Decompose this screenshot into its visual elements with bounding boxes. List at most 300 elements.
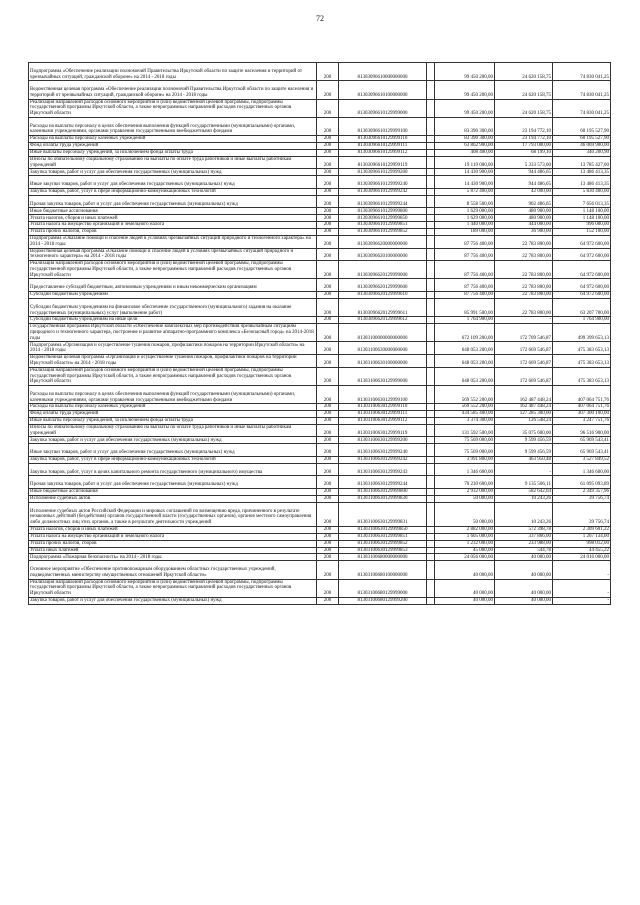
row-spent: 172 709 546,87 [495, 324, 553, 342]
table-row [29, 248, 611, 261]
row-budget-code: 81303096620129999600 [339, 279, 427, 292]
row-rest: 998 012,00 [553, 540, 611, 547]
row-spent: 40 000,00 [495, 579, 553, 597]
row-rest: 1 346 600,00 [553, 463, 611, 476]
table-row [29, 404, 611, 411]
row-budget-code: 81303100630129999200 [339, 437, 427, 444]
row-name: Реализация направлений расходов основного мероприятия и (или) ведомственной целевой программы, подпрограммы государственной программы Иркутской области, а также непрограммных направлений расходов государственных органов Иркутской области [29, 99, 317, 117]
row-rest: - [553, 561, 611, 579]
row-name: Исполнение судебных актов [29, 495, 317, 502]
table-row [29, 279, 611, 292]
row-rest: 64 972 600,00 [553, 235, 611, 248]
row-rest: 475 383 653,13 [553, 342, 611, 355]
row-amount: 99 450 200,00 [435, 99, 495, 117]
table-row [29, 342, 611, 355]
row-amount: 14 430 900,00 [435, 169, 495, 176]
row-name: Исполнение судебных актов Российской Федерации и мировых соглашений по возмещению вреда, причиненного в результате незаконных действий (бездействия) органов государственной власти (государственных органов), органов местного самоуправления либо должностных лиц этих органов, а также в результате деятельности учреждений [29, 502, 317, 526]
row-pub-code: 200 [317, 561, 339, 579]
row-budget-code: 81303100630129999110 [339, 404, 427, 411]
row-pub-code: 200 [317, 456, 339, 463]
row-spent: 127 285 300,00 [495, 411, 553, 418]
row-name: Уплата налогов, сборов и иных платежей [29, 215, 317, 222]
table-row [29, 143, 611, 150]
table-row [29, 547, 611, 554]
row-extra [427, 437, 435, 444]
row-pub-code: 200 [317, 63, 339, 81]
row-spent: 22 783 800,00 [495, 261, 553, 279]
row-budget-code: 81303100680100000000 [339, 561, 427, 579]
row-name: Уплата налогов, сборов и иных платежей [29, 526, 317, 533]
row-extra [427, 489, 435, 496]
row-extra [427, 99, 435, 117]
row-amount: 1 605 000,00 [435, 533, 495, 540]
row-rest: 63 207 700,00 [553, 298, 611, 316]
row-budget-code: 81303096610129999244 [339, 195, 427, 208]
table-row [29, 229, 611, 236]
row-amount: 2 932 000,00 [435, 489, 495, 496]
row-name: Уплата налога на имущество организаций и земельного налога [29, 533, 317, 540]
row-amount: 87 756 400,00 [435, 292, 495, 299]
table-row [29, 579, 611, 597]
row-spent: - [495, 317, 553, 324]
row-name: Прочая закупка товаров, работ и услуг для обеспечения государственных (муниципальных) нужд [29, 195, 317, 208]
row-rest: 1 148 100,00 [553, 215, 611, 222]
row-rest: 340 200,90 [553, 149, 611, 156]
row-rest: 44 455,22 [553, 547, 611, 554]
row-pub-code: 200 [317, 149, 339, 156]
row-rest: 60 195 527,90 [553, 136, 611, 143]
row-spent: 480 900,00 [495, 208, 553, 215]
row-amount: 19 119 000,00 [435, 156, 495, 169]
row-budget-code: 81303100630000000000 [339, 342, 427, 355]
row-budget-code: 81303100630129999243 [339, 463, 427, 476]
row-rest: 13 486 413,35 [553, 176, 611, 189]
row-extra [427, 463, 435, 476]
row-pub-code: 200 [317, 81, 339, 99]
table-row [29, 355, 611, 368]
row-rest: 5 830 400,00 [553, 188, 611, 195]
table-row [29, 136, 611, 143]
row-pub-code: 200 [317, 298, 339, 316]
row-budget-code: 81303100680000000000 [339, 554, 427, 561]
row-extra [427, 533, 435, 540]
row-amount: 87 756 400,00 [435, 279, 495, 292]
row-name: Фонд оплаты труда учреждений [29, 143, 317, 150]
row-extra [427, 495, 435, 502]
row-rest: 64 972 600,00 [553, 292, 611, 299]
row-amount: 131 592 500,00 [435, 424, 495, 437]
row-pub-code: 200 [317, 437, 339, 444]
table-row [29, 463, 611, 476]
row-rest: - [553, 579, 611, 597]
row-spent: 172 669 546,87 [495, 367, 553, 385]
table-row [29, 418, 611, 425]
row-extra [427, 355, 435, 368]
row-rest: 13 785 427,00 [553, 156, 611, 169]
row-name: Иные бюджетные ассигнования [29, 208, 317, 215]
row-pub-code: 200 [317, 404, 339, 411]
row-budget-code: 81303096610129999200 [339, 169, 427, 176]
row-name: Прочая закупка товаров, работ и услуг для обеспечения государственных (муниципальных) нужд [29, 476, 317, 489]
table-row [29, 117, 611, 135]
row-budget-code: 81303100630129999244 [339, 476, 427, 489]
row-name: Иные выплаты персоналу учреждений, за исключением фонда оплаты труда [29, 149, 317, 156]
row-pub-code: 200 [317, 579, 339, 597]
row-name: Расходы на выплаты персоналу в целях обеспечения выполнения функций государственными (муниципальными) органами, казенными учреждениями, органами управления государственными внебюджетными фондами [29, 385, 317, 403]
row-budget-code: 81303096610129999240 [339, 176, 427, 189]
row-budget-code: 81303100630129999100 [339, 385, 427, 403]
row-name: Расходы на выплаты персоналу казенных учреждений [29, 136, 317, 143]
row-name: Государственная программа Иркутской области «Обеспечение комплексных мер противодействия чрезвычайным ситуациям природного и техногенного характера, построение и развитие аппаратно-программного комплекса «Безопасный город» на 2014-2018 годы [29, 324, 317, 342]
row-name: Уплата прочих налогов, сборов [29, 540, 317, 547]
row-amount: 40 000,00 [435, 561, 495, 579]
table-row [29, 533, 611, 540]
row-pub-code: 200 [317, 489, 339, 496]
row-name: Закупка товаров, работ, услуг в сфере информационно-коммуникационных технологий [29, 456, 317, 463]
row-pub-code: 200 [317, 554, 339, 561]
row-rest: 64 972 600,00 [553, 279, 611, 292]
row-rest: 2 309 601,22 [553, 526, 611, 533]
row-extra [427, 208, 435, 215]
row-extra [427, 248, 435, 261]
table-row [29, 367, 611, 385]
row-extra [427, 156, 435, 169]
row-amount: 569 552 200,00 [435, 385, 495, 403]
row-spent: 480 900,00 [495, 215, 553, 222]
row-name: Закупка товаров, работ, услуг в целях капитального ремонта государственного (муниципального) имущества [29, 463, 317, 476]
row-rest: 13 486 413,35 [553, 169, 611, 176]
row-budget-code: 81303100680129999200 [339, 597, 427, 604]
row-rest: 39 756,74 [553, 495, 611, 502]
row-pub-code: 200 [317, 176, 339, 189]
row-pub-code: 200 [317, 117, 339, 135]
row-amount: 2 882 000,00 [435, 526, 495, 533]
row-extra [427, 215, 435, 222]
row-rest: 60 195 527,90 [553, 117, 611, 135]
row-extra [427, 235, 435, 248]
row-budget-code: 81303100630129999112 [339, 418, 427, 425]
row-amount: 50 000,00 [435, 502, 495, 526]
row-amount: 1 346 600,00 [435, 463, 495, 476]
row-rest: 1 764 900,00 [553, 317, 611, 324]
row-pub-code: 200 [317, 355, 339, 368]
row-budget-code: 81303096610129999851 [339, 222, 427, 229]
row-name: Расходы на выплаты персоналу казенных учреждений [29, 404, 317, 411]
row-rest: 499 399 653,13 [553, 324, 611, 342]
row-name: Закупка товаров, работ, услуг в сфере информационно-коммуникационных технологий [29, 188, 317, 195]
row-rest: 74 830 041,25 [553, 63, 611, 81]
row-rest: 74 830 041,25 [553, 99, 611, 117]
row-budget-code: 81303100630129999111 [339, 411, 427, 418]
table-row [29, 476, 611, 489]
row-amount: 1 232 000,00 [435, 540, 495, 547]
table-row [29, 188, 611, 195]
row-budget-code: 81303096610129999111 [339, 143, 427, 150]
row-amount: 648 053 200,00 [435, 367, 495, 385]
row-rest: 996 000,00 [553, 222, 611, 229]
row-rest: 3 527 849,52 [553, 456, 611, 463]
row-spent: 40 000,00 [495, 561, 553, 579]
row-budget-code: 81303096620100000000 [339, 248, 427, 261]
row-pub-code: 200 [317, 597, 339, 604]
row-budget-code: 81303100630129999119 [339, 424, 427, 437]
row-extra [427, 279, 435, 292]
table-row [29, 149, 611, 156]
row-amount: 14 430 900,00 [435, 176, 495, 189]
table-row [29, 81, 611, 99]
row-pub-code: 200 [317, 411, 339, 418]
row-name: Реализация направлений расходов основного мероприятия и (или) ведомственной целевой программы, подпрограммы государственной программы Иркутской области, а также непрограммных направлений расходов государственных органов Иркутской области [29, 261, 317, 279]
row-extra [427, 117, 435, 135]
row-budget-code: 81303096610100000000 [339, 81, 427, 99]
row-name: Подпрограмма «Обеспечение реализации полномочий Правительства Иркутской области по защите населения и территорий от чрезвычайных ситуаций, гражданской обороне» на 2014 - 2018 годы [29, 63, 317, 81]
row-pub-code: 200 [317, 222, 339, 229]
row-name: Субсидии бюджетным учреждениям на финансовое обеспечение государственного (муниципального) задания на оказание государственных (муниципальных) услуг (выполнение работ) [29, 298, 317, 316]
row-amount: 3 374 300,00 [435, 418, 495, 425]
row-extra [427, 367, 435, 385]
row-rest: 96 516 900,00 [553, 424, 611, 437]
row-amount: 83 390 300,00 [435, 117, 495, 135]
row-budget-code: 81303096610000000000 [339, 63, 427, 81]
row-spent: 162 487 448,24 [495, 385, 553, 403]
row-pub-code: 200 [317, 540, 339, 547]
row-rest: 7 656 013,35 [553, 195, 611, 208]
row-spent: 9 599 456,59 [495, 444, 553, 457]
row-extra [427, 476, 435, 489]
row-extra [427, 317, 435, 324]
row-spent: 233 988,00 [495, 540, 553, 547]
table-row [29, 99, 611, 117]
row-pub-code: 200 [317, 367, 339, 385]
row-amount: 189 000,00 [435, 229, 495, 236]
row-pub-code: 200 [317, 324, 339, 342]
row-extra [427, 554, 435, 561]
row-amount: 5 872 400,00 [435, 188, 495, 195]
row-extra [427, 418, 435, 425]
row-rest: 1 267 134,00 [553, 533, 611, 540]
row-name: Иные закупки товаров, работ и услуг для обеспечения государственных (муниципальных) нужд [29, 444, 317, 457]
row-budget-code: 81303096610129999850 [339, 215, 427, 222]
row-rest: 475 383 653,13 [553, 367, 611, 385]
row-rest: 475 383 653,13 [553, 355, 611, 368]
row-amount: 408 400,00 [435, 149, 495, 156]
table-row [29, 489, 611, 496]
row-spent: 944 486,65 [495, 176, 553, 189]
row-amount: 8 558 500,00 [435, 195, 495, 208]
row-rest: 39 756,74 [553, 502, 611, 526]
row-name: Уплата прочих налогов, сборов [29, 229, 317, 236]
row-rest: 74 830 041,25 [553, 81, 611, 99]
row-extra [427, 444, 435, 457]
row-budget-code: 81303096610129999100 [339, 117, 427, 135]
row-extra [427, 502, 435, 526]
row-rest: 1 148 100,00 [553, 208, 611, 215]
row-amount: 87 756 400,00 [435, 248, 495, 261]
row-amount: 648 053 200,00 [435, 355, 495, 368]
table-row [29, 292, 611, 299]
row-spent: 42 000,00 [495, 188, 553, 195]
row-spent: 337 866,00 [495, 533, 553, 540]
table-row [29, 235, 611, 248]
row-amount: 83 390 300,00 [435, 136, 495, 143]
row-name: Расходы на выплаты персоналу в целях обеспечения выполнения функций государственными (муниципальными) органами, казенными учреждениями, органами управления государственными внебюджетными фондами [29, 117, 317, 135]
row-amount: 1 440 000,00 [435, 222, 495, 229]
row-rest: 65 969 543,41 [553, 444, 611, 457]
row-spent: - [495, 463, 553, 476]
row-extra [427, 229, 435, 236]
table-row [29, 298, 611, 316]
row-amount: 24 056 000,00 [435, 554, 495, 561]
row-budget-code: 81303100000000000000 [339, 324, 427, 342]
row-spent: 22 783 800,00 [495, 279, 553, 292]
row-spent: 463 950,48 [495, 456, 553, 463]
row-pub-code: 200 [317, 292, 339, 299]
row-rest: 2 349 357,96 [553, 489, 611, 496]
row-spent: 24 620 158,75 [495, 99, 553, 117]
row-pub-code: 200 [317, 385, 339, 403]
row-spent: 544,78 [495, 547, 553, 554]
row-name: Фонд оплаты труда учреждений [29, 411, 317, 418]
row-rest: 307 300 100,00 [553, 411, 611, 418]
row-extra [427, 136, 435, 143]
row-extra [427, 188, 435, 195]
table-row [29, 561, 611, 579]
table-row [29, 540, 611, 547]
row-extra [427, 385, 435, 403]
row-pub-code: 200 [317, 169, 339, 176]
row-name: Уплата иных платежей [29, 547, 317, 554]
row-spent: 162 487 448,24 [495, 404, 553, 411]
row-extra [427, 579, 435, 597]
row-extra [427, 222, 435, 229]
table-row [29, 411, 611, 418]
row-extra [427, 63, 435, 81]
row-amount: 648 053 200,00 [435, 342, 495, 355]
row-pub-code: 200 [317, 502, 339, 526]
row-pub-code: 200 [317, 547, 339, 554]
row-amount: 672 109 200,00 [435, 324, 495, 342]
row-budget-code: 81303100630129999830 [339, 495, 427, 502]
row-extra [427, 292, 435, 299]
row-pub-code: 200 [317, 229, 339, 236]
row-extra [427, 456, 435, 463]
row-amount: 85 991 500,00 [435, 298, 495, 316]
row-budget-code: 81303096610129999119 [339, 156, 427, 169]
row-name: Уплата налога на имущество организаций и земельного налога [29, 222, 317, 229]
row-extra [427, 261, 435, 279]
row-rest: - [553, 597, 611, 604]
row-spent: 68 199,10 [495, 149, 553, 156]
row-budget-code: 81303100630129999240 [339, 444, 427, 457]
page-number: 72 [316, 14, 324, 23]
row-amount: 87 756 400,00 [435, 235, 495, 248]
row-pub-code: 200 [317, 533, 339, 540]
row-amount: 87 756 400,00 [435, 261, 495, 279]
row-pub-code: 200 [317, 342, 339, 355]
table-row [29, 195, 611, 208]
row-pub-code: 200 [317, 248, 339, 261]
row-amount: 45 000,00 [435, 547, 495, 554]
row-spent: 944 486,65 [495, 169, 553, 176]
row-name: Предоставление субсидий бюджетным, автономным учреждениям и иным некоммерческим организациям [29, 279, 317, 292]
row-budget-code: 81303096610129999800 [339, 208, 427, 215]
row-name: Субсидии бюджетным учреждениям [29, 292, 317, 299]
row-budget-code: 81303100630129999831 [339, 502, 427, 526]
row-name: Реализация направлений расходов основного мероприятия и (или) ведомственной целевой программы, подпрограммы государственной программы Иркутской области, а также непрограммных направлений расходов государственных органов Иркутской области [29, 579, 317, 597]
row-pub-code: 200 [317, 526, 339, 533]
row-amount: 50 000,00 [435, 495, 495, 502]
row-spent: 444 000,00 [495, 222, 553, 229]
row-rest: 65 969 543,41 [553, 437, 611, 444]
table-row [29, 597, 611, 604]
row-rest: 46 069 900,00 [553, 143, 611, 150]
row-spent: 9 135 506,11 [495, 476, 553, 489]
row-pub-code: 200 [317, 279, 339, 292]
table-row [29, 176, 611, 189]
row-extra [427, 298, 435, 316]
row-spent: 17 793 000,00 [495, 143, 553, 150]
row-extra [427, 411, 435, 418]
table-row [29, 554, 611, 561]
row-spent: 22 783 800,00 [495, 298, 553, 316]
table-row [29, 502, 611, 526]
row-name: Закупка товаров, работ и услуг для обеспечения государственных (муниципальных) нужд [29, 437, 317, 444]
table-row [29, 222, 611, 229]
row-budget-code: 81303100630129999852 [339, 540, 427, 547]
row-name: Основное мероприятие «Обеспечение противопожарным оборудованием областных государственных учреждений, подведомственных министерству имущественных отношений Иркутской области» [29, 561, 317, 579]
row-rest: 24 016 000,00 [553, 554, 611, 561]
row-budget-code: 81303096620129999612 [339, 317, 427, 324]
row-pub-code: 200 [317, 99, 339, 117]
row-extra [427, 424, 435, 437]
row-extra [427, 195, 435, 208]
row-pub-code: 200 [317, 156, 339, 169]
row-extra [427, 561, 435, 579]
row-name: Взносы по обязательному социальному страхованию на выплаты по оплате труда работников и иные выплаты работникам учреждений [29, 424, 317, 437]
row-budget-code: 81303100630129999800 [339, 489, 427, 496]
row-name: Иные бюджетные ассигнования [29, 489, 317, 496]
row-budget-code: 81303100630129999000 [339, 367, 427, 385]
row-pub-code: 200 [317, 444, 339, 457]
table-row [29, 526, 611, 533]
row-name: Субсидии бюджетным учреждениям на иные цели [29, 317, 317, 324]
table-row [29, 324, 611, 342]
row-budget-code: 81303100630100000000 [339, 355, 427, 368]
table-row [29, 261, 611, 279]
row-rest: 407 064 751,76 [553, 385, 611, 403]
row-spent: 22 783 800,00 [495, 248, 553, 261]
row-spent: 22 783 800,00 [495, 292, 553, 299]
row-spent: 23 194 772,10 [495, 136, 553, 143]
row-extra [427, 149, 435, 156]
table-row [29, 437, 611, 444]
row-budget-code: 81303100680129999000 [339, 579, 427, 597]
row-pub-code: 200 [317, 215, 339, 222]
row-spent: 24 620 158,75 [495, 63, 553, 81]
row-pub-code: 200 [317, 143, 339, 150]
row-amount: 40 000,00 [435, 597, 495, 604]
row-name: Иные закупки товаров, работ и услуг для обеспечения государственных (муниципальных) нужд [29, 176, 317, 189]
row-amount: 99 450 200,00 [435, 63, 495, 81]
row-pub-code: 200 [317, 136, 339, 143]
row-amount: 1 629 000,00 [435, 208, 495, 215]
row-budget-code: 81303096620000000000 [339, 235, 427, 248]
row-rest: 152 100,00 [553, 229, 611, 236]
row-pub-code: 200 [317, 235, 339, 248]
budget-table [28, 62, 611, 605]
row-spent: 40 000,00 [495, 597, 553, 604]
row-name: Подпрограмма «Оказание помощи и спасение людей в условиях чрезвычайных ситуаций природного и техногенного характера» на 2014 - 2018 годы [29, 235, 317, 248]
